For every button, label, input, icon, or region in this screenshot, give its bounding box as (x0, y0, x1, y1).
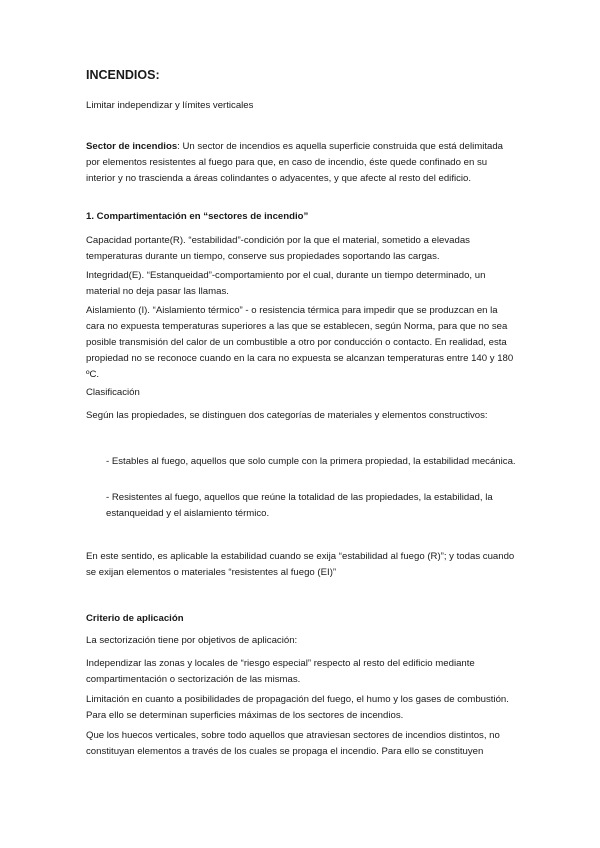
aislamiento-paragraph: Aislamiento (I). “Aislamiento térmico” - o resistencia térmica para impedir que se produzcan en la cara no expuesta temperaturas superiores a las que se establecen, según Norma, para que no sea posible transmisión del calor de un combustible a otro por conducción o contacto. En realidad, esta propiedad no se reconoce cuando en la cara no expuesta se alcanzan temperaturas entre 140 y 180 ºC. (86, 305, 514, 380)
section-1-heading: 1. Compartimentación en “sectores de incendio” (86, 211, 309, 222)
bullet-resistentes: - Resistentes al fuego, aquellos que reúne la totalidad de las propiedades, la estabilidad, la estanqueidad y el aislamiento térmico. (106, 492, 493, 519)
sector-definition-paragraph (86, 139, 516, 187)
integridad-paragraph: Integridad(E). “Estanqueidad”-comportamiento por el cual, durante un tiempo determinado, un material no deja pasar las llamas. (86, 270, 486, 297)
segun-paragraph: Según las propiedades, se distinguen dos categorías de materiales y elementos constructivos: (86, 410, 488, 421)
independizar-paragraph: Independizar las zonas y locales de “riesgo especial” respecto al resto del edificio mediante compartimentación o sectorización de las mismas. (86, 658, 475, 685)
page-title: INCENDIOS: (86, 68, 160, 82)
sector-definition-body: : Un sector de incendios es aquella superficie construida que está delimitada por elementos resistentes al fuego para que, en caso de incendio, éste quede confinado en su interior y no trascienda a áreas colindantes o adyacentes, y que afecte al resto del edificio. (86, 141, 504, 184)
huecos-paragraph: Que los huecos verticales, sobre todo aquellos que atraviesan sectores de incendios distintos, no constituyan elementos a través de los cuales se propaga el incendio. Para ello se constituyen (86, 730, 500, 757)
capacidad-paragraph: Capacidad portante(R). “estabilidad”-condición por la que el material, sometido a elevadas temperaturas durante un tiempo, conserve sus propiedades soportando las cargas. (86, 235, 470, 262)
sentido-paragraph: En este sentido, es aplicable la estabilidad cuando se exija “estabilidad al fuego (R)”; y todas cuando se exijan elementos o materiales “resistentes al fuego (EI)” (86, 551, 515, 578)
limitacion-paragraph: Limitación en cuanto a posibilidades de propagación del fuego, el humo y los gases de combustión. Para ello se determinan superficies máximas de los sectores de incendios. (86, 694, 509, 721)
sectorizacion-paragraph: La sectorización tiene por objetivos de aplicación: (86, 635, 298, 646)
sector-term: Sector de incendios (86, 141, 178, 152)
clasificacion-label: Clasificación (86, 387, 140, 398)
bullet-estables: - Estables al fuego, aquellos que solo cumple con la primera propiedad, la estabilidad mecánica. (106, 456, 516, 467)
subtitle: Limitar independizar y límites verticales (86, 100, 254, 111)
criterio-heading: Criterio de aplicación (86, 613, 184, 624)
